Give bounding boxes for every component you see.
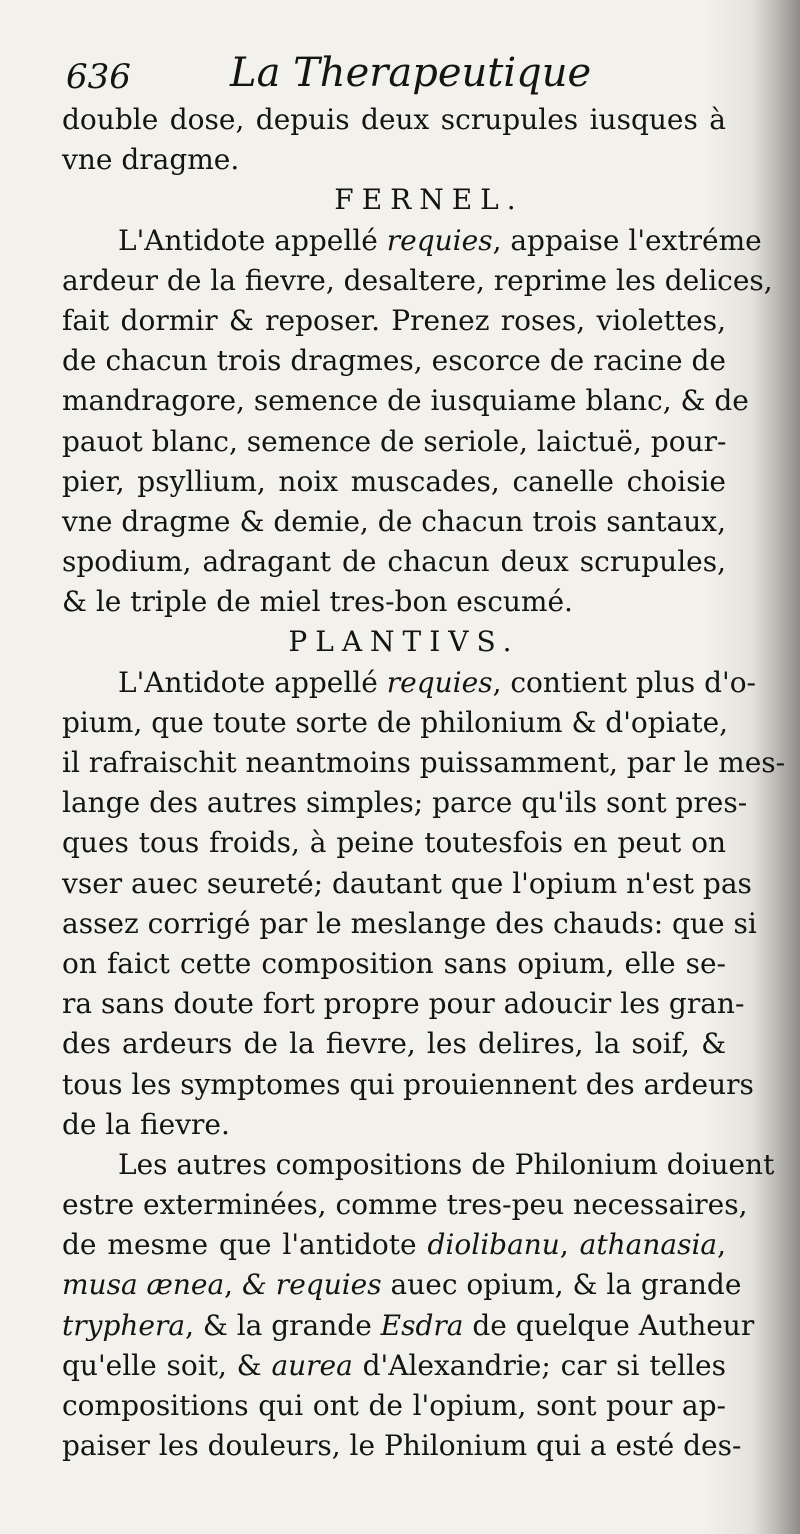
italic-term: requies (386, 223, 493, 257)
text-line (62, 1346, 726, 1386)
text-segment: qu'elle soit, & (62, 1348, 272, 1382)
text-segment: de mesme que l'antidote (62, 1228, 428, 1262)
text-line: double dose, depuis deux scrupules iusques à (62, 103, 726, 136)
text-line: de la fievre. (62, 1107, 230, 1141)
italic-term: tryphera (62, 1308, 186, 1342)
page-number: 636 (66, 57, 131, 97)
italic-term: musa ænea (62, 1268, 225, 1302)
text-segment: de quelque Autheur (463, 1308, 755, 1342)
text-line: ardeur de la fievre, desaltere, reprime les delices, (62, 263, 773, 297)
text-line (62, 221, 762, 261)
text-segment: , (559, 1228, 580, 1262)
text-segment: , (717, 1228, 726, 1262)
text-line: des ardeurs de la fievre, les delires, la soif, & (62, 1027, 726, 1061)
text-line: ques tous froids, à peine toutesfois en peut on (62, 826, 726, 860)
italic-term: aurea (271, 1348, 353, 1382)
italic-term: & requies (241, 1268, 382, 1302)
page-header (66, 48, 592, 98)
text-line: vser auec seureté; dautant que l'opium n'est pas (62, 866, 752, 900)
text-line: paiser les douleurs, le Philonium qui a esté des- (62, 1429, 742, 1463)
text-line: il rafraischit neantmoins puissamment, par le mes- (62, 746, 786, 779)
text-line (62, 1265, 742, 1305)
text-line (62, 1306, 755, 1346)
text-line: compositions qui ont de l'opium, sont pour ap- (62, 1389, 726, 1422)
text-line: on faict cette composition sans opium, elle se- (62, 946, 726, 980)
italic-term: requies (386, 665, 493, 699)
text-segment: L'Antidote appellé (118, 223, 387, 257)
text-line: ra sans doute fort propre pour adoucir les gran- (62, 987, 745, 1021)
text-line: tous les symptomes qui prouiennent des ardeurs (62, 1067, 754, 1101)
text-line: mandragore, semence de iusquiame blanc, & de (62, 384, 749, 418)
text-line: Les autres compositions de Philonium doiuent (118, 1147, 775, 1181)
text-segment: auec opium, & la grande (381, 1268, 742, 1302)
italic-term: athanasia (579, 1228, 718, 1262)
text-line: spodium, adragant de chacun deux scrupules, (62, 545, 726, 579)
text-line: lange des autres simples; parce qu'ils sont pres- (62, 786, 748, 820)
text-line: pauot blanc, semence de seriole, laictuë, pour- (62, 424, 727, 458)
text-segment: , appaise l'extréme (492, 223, 762, 257)
text-line (62, 663, 757, 703)
text-line: vne dragme. (62, 143, 240, 177)
section-heading-plantius: PLANTIVS. (288, 625, 520, 659)
italic-term: diolibanu (427, 1228, 560, 1262)
section-heading-fernel: FERNEL. (334, 183, 524, 217)
text-segment: L'Antidote appellé (118, 665, 387, 699)
text-segment: , contient plus d'o- (492, 665, 757, 699)
text-segment: , & la grande (185, 1308, 381, 1342)
text-line: de chacun trois dragmes, escorce de racine de (62, 344, 726, 378)
text-line (62, 1225, 726, 1265)
text-line: estre exterminées, comme tres-peu necessaires, (62, 1188, 748, 1222)
running-title: La Therapeutique (230, 50, 592, 96)
text-segment: , (224, 1268, 242, 1302)
text-line: assez corrigé par le meslange des chauds: que si (62, 906, 757, 940)
text-line: pium, que toute sorte de philonium & d'opiate, (62, 705, 729, 739)
text-line: vne dragme & demie, de chacun trois santaux, (62, 504, 726, 538)
text-line: fait dormir & reposer. Prenez roses, violettes, (62, 303, 726, 337)
body-text (62, 100, 786, 1466)
text-line: & le triple de miel tres-bon escumé. (62, 585, 573, 619)
text-line: pier, psyllium, noix muscades, canelle choisie (62, 464, 726, 498)
italic-term: Esdra (380, 1308, 464, 1342)
text-segment: d'Alexandrie; car si telles (352, 1348, 727, 1382)
